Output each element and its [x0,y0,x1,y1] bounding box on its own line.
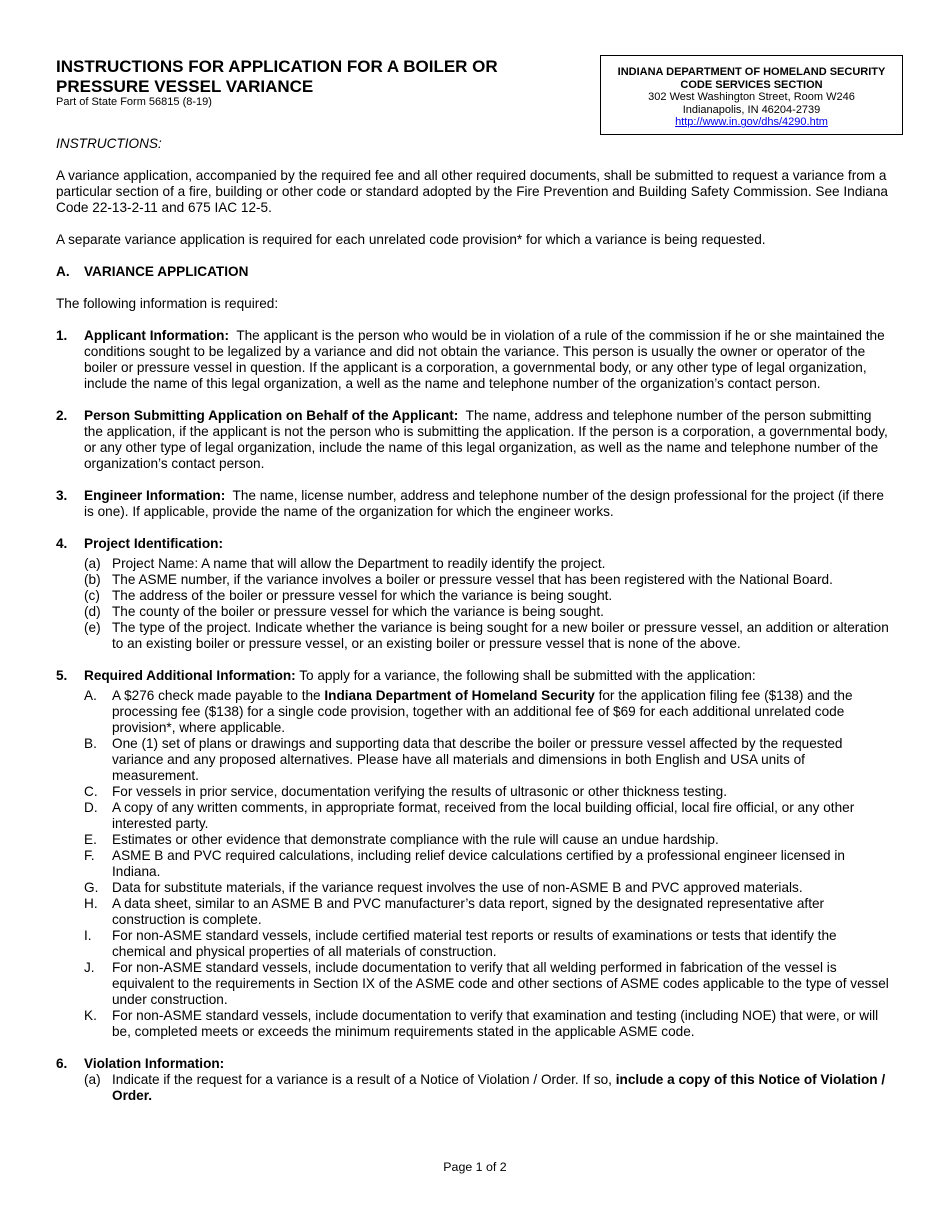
section-a-letter: A. [56,264,70,279]
sub-item-label: (b) [84,572,101,587]
sub-item [84,588,892,604]
item-1-applicant-information [56,328,892,392]
sub-item-text: The address of the boiler or pressure vessel for which the variance is being sought. [112,588,613,603]
sub-item-violation [84,1072,892,1104]
item-label: Project Identification: [84,536,223,551]
agency-section: CODE SERVICES SECTION [680,78,823,91]
fee-text-post: for the application filing fee ($138) and the processing fee ($138) for a single code provision, together with an additional fee of $69 for each additional unrelated code provision*, where applicable. [112,688,853,735]
intro-paragraph-1: A variance application, accompanied by the required fee and all other required documents, shall be submitted to request a variance from a particular section of a fire, building or other code or standard adopted by the Fire Prevention and Building Safety Commission. See Indiana Code 22-13-2-11 and 675 IAC 12-5. [56,168,888,215]
sub-item [84,880,892,896]
item-5-required-additional-information [56,668,892,1040]
page-number: Page 1 of 2 [443,1160,507,1174]
violation-text: Indicate if the request for a variance is a result of a Notice of Violation / Order. If so, [112,1072,612,1087]
sub-item [84,620,892,652]
sub-item-text: The county of the boiler or pressure vessel for which the variance is being sought. [112,604,604,619]
sub-item-label: B. [84,736,97,751]
item-2-person-submitting [56,408,892,472]
sub-item-label: F. [84,848,95,863]
agency-city: Indianapolis, IN 46204-2739 [682,103,821,116]
sub-item [84,736,892,784]
sub-item-text: For non-ASME standard vessels, include certified material test reports or results of examinations or tests that identify the chemical and physical properties of all materials of construction. [112,928,837,959]
sub-item-label: D. [84,800,98,815]
sub-item [84,928,892,960]
sub-item-label: (e) [84,620,101,635]
sub-item-text: ASME B and PVC required calculations, including relief device calculations certified by a professional engineer licensed in Indiana. [112,848,845,879]
form-number: Part of State Form 56815 (8-19) [56,96,212,108]
sub-item-label: G. [84,880,99,895]
violation-instruction: include a copy of this Notice of Violation / Order. [112,1072,886,1103]
sub-item-text: The type of the project. Indicate whether the variance is being sought for a new boiler or pressure vessel, an addition or alteration to an existing boiler or pressure vessel, or an existing boiler or pressure vessel that is none of the above. [112,620,889,651]
sub-item-fee [84,688,892,736]
sub-item [84,960,892,1008]
item-label: Person Submitting Application on Behalf of the Applicant: [84,408,459,423]
sub-item-label: I. [84,928,92,943]
document-title-line-1: INSTRUCTIONS FOR APPLICATION FOR A BOILER OR [56,57,498,76]
sub-item [84,800,892,832]
sub-item [84,556,892,572]
item-text: The name, license number, address and telephone number of the design professional for the project (if there is one). If applicable, provide the name of the organization for which the engineer works. [84,488,884,519]
sub-item-label: K. [84,1008,97,1023]
sub-item-label: C. [84,784,98,799]
sub-item-text: One (1) set of plans or drawings and supporting data that describe the boiler or pressure vessel affected by the requested variance and any proposed alternatives. Please have all materials and dimensions in both English and USA units of measurement. [112,736,843,783]
item-number: 2. [56,408,68,423]
sub-item-label: (c) [84,588,100,603]
sub-item-label: (a) [84,1072,101,1087]
sub-item [84,604,892,620]
section-a-heading [56,264,892,280]
sub-item-label: A. [84,688,97,703]
sub-item-text: For non-ASME standard vessels, include documentation to verify that all welding performed in fabrication of the vessel is equivalent to the requirements in Section IX of the ASME code and other sections of ASME codes applicable to the type of vessel under construction. [112,960,889,1007]
item-text: The applicant is the person who would be in violation of a rule of the commission if he or she maintained the conditions sought to be legalized by a variance and did not obtain the variance. This person is usually the owner or operator of the boiler or pressure vessel in question. If the applicant is a corporation, a governmental body, or any other type of legal organization, include the name of this legal organization, a well as the name and telephone number of the organization’s contact person. [84,328,885,391]
sub-item [84,572,892,588]
sub-item-label: H. [84,896,98,911]
item-text: To apply for a variance, the following shall be submitted with the application: [299,668,756,683]
item-label: Engineer Information: [84,488,226,503]
sub-item-text: Data for substitute materials, if the variance request involves the use of non-ASME B and PVC approved materials. [112,880,803,895]
fee-text-pre: A $276 check made payable to the [112,688,321,703]
sub-item-label: E. [84,832,97,847]
sub-item-text: A copy of any written comments, in appropriate format, received from the local building official, local fire official, or any other interested party. [112,800,855,831]
item-text: The name, address and telephone number of the person submitting the application, if the applicant is not the person who is submitting the application. If the person is a corporation, a governmental body, or any other type of legal organization, include the name of this legal organization, as well as the name and telephone number of the organization’s contact person. [84,408,888,471]
sub-item-text: The ASME number, if the variance involves a boiler or pressure vessel that has been registered with the National Board. [112,572,833,587]
section-a-title: VARIANCE APPLICATION [84,264,249,279]
agency-address-box [600,55,903,135]
agency-website-link[interactable]: http://www.in.gov/dhs/4290.htm [675,116,828,129]
sub-item-label: (a) [84,556,101,571]
item-label: Applicant Information: [84,328,229,343]
sub-item [84,848,892,880]
sub-item-label: J. [84,960,95,975]
item-4-project-identification [56,536,892,652]
item-number: 3. [56,488,68,503]
sub-item [84,784,892,800]
item-label: Violation Information: [84,1056,225,1071]
section-a-lead: The following information is required: [56,296,279,311]
item-6-violation-information [56,1056,892,1104]
sub-item-text: A data sheet, similar to an ASME B and PVC manufacturer’s data report, signed by the designated representative after construction is complete. [112,896,825,927]
sub-item-text: Project Name: A name that will allow the Department to readily identify the project. [112,556,606,571]
sub-item-text: For non-ASME standard vessels, include documentation to verify that examination and testing (including NOE) that were, or will be, completed meets or exceeds the minimum requirements stated in the applicable ASME code. [112,1008,879,1039]
sub-item [84,896,892,928]
agency-street: 302 West Washington Street, Room W246 [648,91,855,104]
item-3-engineer-information [56,488,892,520]
item-number: 6. [56,1056,68,1071]
instructions-heading: INSTRUCTIONS: [56,136,162,151]
sub-item-text: For vessels in prior service, documentation verifying the results of ultrasonic or other thickness testing. [112,784,728,799]
document-title-line-2: PRESSURE VESSEL VARIANCE [56,76,314,96]
item-number: 5. [56,668,68,683]
item-number: 4. [56,536,68,551]
intro-paragraph-2: A separate variance application is required for each unrelated code provision* for which a variance is being requested. [56,232,766,247]
agency-name: INDIANA DEPARTMENT OF HOMELAND SECURITY [617,66,886,78]
sub-item-text: Estimates or other evidence that demonstrate compliance with the rule will cause an undue hardship. [112,832,719,847]
sub-item-label: (d) [84,604,101,619]
item-number: 1. [56,328,68,343]
fee-payee: Indiana Department of Homeland Security [324,688,595,703]
sub-item [84,1008,892,1040]
document-header [56,57,576,109]
item-label: Required Additional Information: [84,668,296,683]
sub-item [84,832,892,848]
document-body [56,136,892,1120]
